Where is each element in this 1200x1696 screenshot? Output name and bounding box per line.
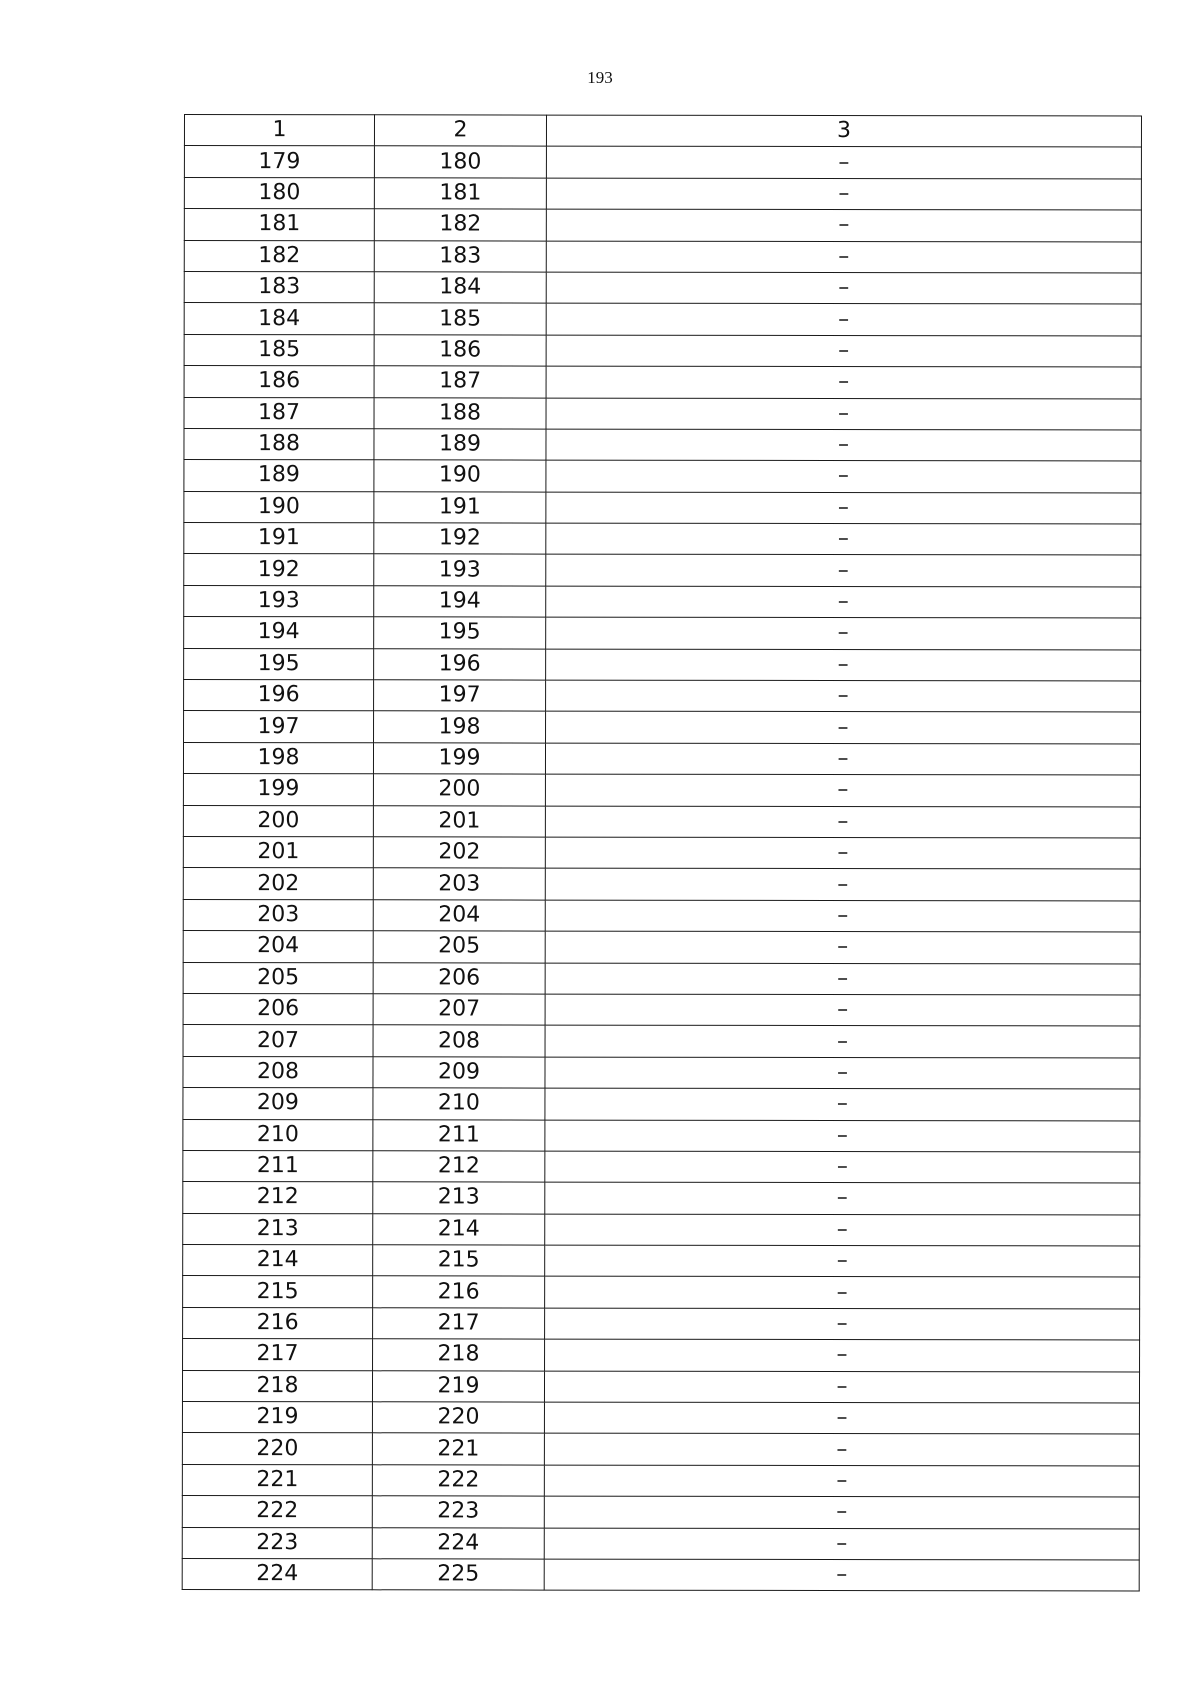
- table-cell-col3: –: [546, 649, 1141, 681]
- table-cell-col2: 188: [374, 397, 546, 429]
- table-cell-col1: 218: [182, 1370, 372, 1402]
- table-cell-col3: –: [545, 1245, 1140, 1277]
- table-cell-col2: 222: [372, 1465, 544, 1497]
- table-cell-col2: 186: [374, 335, 546, 367]
- table-cell-col3: –: [546, 523, 1141, 555]
- table-body: [182, 115, 1141, 1592]
- table-cell-col1: 194: [184, 617, 374, 649]
- table-cell-col2: 196: [374, 648, 546, 680]
- table-cell-col1: 213: [183, 1213, 373, 1245]
- table-row: [182, 1527, 1139, 1560]
- table-cell-col1: 223: [182, 1527, 372, 1559]
- table-row: [184, 617, 1141, 650]
- table-cell-col1: 195: [184, 648, 374, 680]
- table-cell-col1: 214: [183, 1245, 373, 1277]
- table-cell-col2: 224: [372, 1527, 544, 1559]
- table-row: [183, 1025, 1140, 1058]
- table-cell-col2: 204: [373, 900, 545, 932]
- table-cell-col3: –: [546, 492, 1141, 524]
- table-cell-col1: 204: [183, 931, 373, 963]
- table-row: [183, 1182, 1140, 1215]
- table-cell-col3: –: [545, 806, 1140, 838]
- table-cell-col3: –: [545, 1214, 1140, 1246]
- table-row: [184, 146, 1141, 179]
- table-cell-col2: 214: [373, 1213, 545, 1245]
- table-row: [184, 491, 1141, 524]
- table-row: [184, 303, 1141, 336]
- table-row: [183, 1276, 1140, 1309]
- table-cell-col3: –: [545, 900, 1140, 932]
- table-cell-col1: 222: [182, 1496, 372, 1528]
- table-row: [182, 1402, 1139, 1435]
- table-cell-col2: 211: [373, 1119, 545, 1151]
- table-cell-col2: 180: [374, 146, 546, 178]
- table-cell-col3: –: [544, 1559, 1139, 1591]
- table-cell-col3: –: [545, 994, 1140, 1026]
- table-row: [183, 1339, 1140, 1372]
- table-cell-col3: –: [546, 460, 1141, 492]
- table-cell-col1: 207: [183, 1025, 373, 1057]
- table-row: [182, 1433, 1139, 1466]
- table-cell-col2: 212: [373, 1151, 545, 1183]
- table-row: [184, 177, 1141, 210]
- table-row: [184, 366, 1141, 399]
- table-cell-col2: 187: [374, 366, 546, 398]
- table-cell-col1: 189: [184, 460, 374, 492]
- table-row: [183, 1150, 1140, 1183]
- table-cell-col1: 200: [183, 805, 373, 837]
- table-cell-col1: 185: [184, 334, 374, 366]
- table-cell-col1: 210: [183, 1119, 373, 1151]
- table-cell-col3: –: [546, 555, 1141, 587]
- table-row: [184, 428, 1141, 461]
- table-cell-col1: 212: [183, 1182, 373, 1214]
- table-cell-col2: 195: [374, 617, 546, 649]
- table-cell-col1: 206: [183, 993, 373, 1025]
- column-header-1: 1: [184, 115, 374, 147]
- table-cell-col1: 216: [183, 1307, 373, 1339]
- table-row: [183, 1119, 1140, 1152]
- table-cell-col2: 220: [372, 1402, 544, 1434]
- table-row: [184, 680, 1141, 713]
- table-cell-col1: 184: [184, 303, 374, 335]
- table-cell-col2: 200: [373, 774, 545, 806]
- table-cell-col1: 186: [184, 366, 374, 398]
- table-cell-col3: –: [545, 1088, 1140, 1120]
- table-cell-col3: –: [546, 586, 1141, 618]
- table-cell-col1: 197: [184, 711, 374, 743]
- table-cell-col3: –: [544, 1465, 1139, 1497]
- table-row: [183, 805, 1140, 838]
- table-cell-col1: 220: [182, 1433, 372, 1465]
- table-cell-col3: –: [545, 1182, 1140, 1214]
- table-cell-col3: –: [544, 1371, 1139, 1403]
- table-cell-col2: 192: [374, 523, 546, 555]
- table-cell-col1: 221: [182, 1464, 372, 1496]
- table-cell-col3: –: [546, 711, 1141, 743]
- table-row: [184, 554, 1141, 587]
- table-cell-col2: 209: [373, 1057, 545, 1089]
- table-cell-col3: –: [545, 963, 1140, 995]
- table-cell-col3: –: [545, 1120, 1140, 1152]
- table-cell-col3: –: [546, 272, 1141, 304]
- table-cell-col3: –: [545, 837, 1140, 869]
- table-cell-col2: 198: [374, 711, 546, 743]
- table-cell-col2: 197: [374, 680, 546, 712]
- table-row: [184, 523, 1141, 556]
- table-row: [184, 585, 1141, 618]
- table-row: [184, 711, 1141, 744]
- table-cell-col1: 224: [182, 1558, 372, 1590]
- table-cell-col2: 183: [374, 240, 546, 272]
- table-row: [183, 931, 1140, 964]
- table-cell-col2: 207: [373, 994, 545, 1026]
- table-row: [182, 1558, 1139, 1591]
- table-cell-col2: 219: [372, 1370, 544, 1402]
- table-cell-col1: 180: [184, 177, 374, 209]
- table-row: [182, 1496, 1139, 1529]
- table-cell-col3: –: [545, 1308, 1140, 1340]
- table-cell-col3: –: [546, 303, 1141, 335]
- table-cell-col1: 203: [183, 899, 373, 931]
- table-cell-col3: –: [545, 1025, 1140, 1057]
- table-cell-col2: 189: [374, 429, 546, 461]
- table-cell-col2: 208: [373, 1025, 545, 1057]
- table-cell-col2: 199: [373, 743, 545, 775]
- table-cell-col3: –: [546, 209, 1141, 241]
- table-cell-col3: –: [546, 335, 1141, 367]
- table-cell-col3: –: [545, 931, 1140, 963]
- table-row: [184, 209, 1141, 242]
- table-cell-col3: –: [546, 178, 1141, 210]
- table-cell-col3: –: [546, 398, 1141, 430]
- table-cell-col2: 205: [373, 931, 545, 963]
- table-cell-col3: –: [545, 1339, 1140, 1371]
- table-row: [184, 460, 1141, 493]
- table-cell-col2: 191: [374, 491, 546, 523]
- table-cell-col1: 211: [183, 1150, 373, 1182]
- table-row: [183, 1056, 1140, 1089]
- table-cell-col1: 196: [184, 680, 374, 712]
- table-row: [183, 899, 1140, 932]
- table-cell-col1: 209: [183, 1088, 373, 1120]
- table-row: [183, 742, 1140, 775]
- table-cell-col2: 210: [373, 1088, 545, 1120]
- page-number: 193: [587, 68, 613, 87]
- table-row: [184, 334, 1141, 367]
- table-cell-col2: 184: [374, 272, 546, 304]
- table-cell-col1: 179: [184, 146, 374, 178]
- table-cell-col3: –: [546, 146, 1141, 178]
- table-cell-col1: 198: [183, 742, 373, 774]
- table-cell-col2: 206: [373, 962, 545, 994]
- table-row: [183, 1245, 1140, 1278]
- table-cell-col2: 215: [373, 1245, 545, 1277]
- table-row: [182, 1370, 1139, 1403]
- table-cell-col3: –: [545, 868, 1140, 900]
- column-header-2: 2: [374, 115, 546, 147]
- table-cell-col2: 213: [373, 1182, 545, 1214]
- table-row: [183, 993, 1140, 1026]
- table-cell-col1: 191: [184, 523, 374, 555]
- table-cell-col2: 223: [372, 1496, 544, 1528]
- table-cell-col2: 182: [374, 209, 546, 241]
- table-cell-col2: 181: [374, 178, 546, 210]
- table-row: [184, 648, 1141, 681]
- table-cell-col1: 190: [184, 491, 374, 523]
- table-cell-col3: –: [546, 680, 1141, 712]
- table-row: [183, 1088, 1140, 1121]
- table-cell-col1: 219: [182, 1402, 372, 1434]
- column-header-3: 3: [546, 115, 1141, 147]
- table-cell-col1: 217: [183, 1339, 373, 1371]
- table-cell-col2: 218: [373, 1339, 545, 1371]
- table-cell-col1: 183: [184, 271, 374, 303]
- table-row: [183, 1307, 1140, 1340]
- table-cell-col1: 193: [184, 585, 374, 617]
- table-cell-col3: –: [545, 743, 1140, 775]
- table-row: [183, 836, 1140, 869]
- table-cell-col3: –: [546, 429, 1141, 461]
- table-cell-col3: –: [546, 366, 1141, 398]
- table-cell-col3: –: [544, 1496, 1139, 1528]
- table-cell-col1: 188: [184, 428, 374, 460]
- table-cell-col2: 202: [373, 837, 545, 869]
- table-cell-col1: 199: [183, 774, 373, 806]
- table-cell-col1: 205: [183, 962, 373, 994]
- table-cell-col3: –: [546, 617, 1141, 649]
- table-row: [184, 271, 1141, 304]
- table-cell-col2: 203: [373, 868, 545, 900]
- table-cell-col3: –: [544, 1402, 1139, 1434]
- table-cell-col3: –: [546, 241, 1141, 273]
- table-cell-col2: 190: [374, 460, 546, 492]
- table-cell-col2: 217: [373, 1308, 545, 1340]
- table-cell-col3: –: [544, 1433, 1139, 1465]
- table-cell-col2: 225: [372, 1559, 544, 1591]
- table-row: [183, 774, 1140, 807]
- table-cell-col1: 187: [184, 397, 374, 429]
- table-cell-col1: 202: [183, 868, 373, 900]
- table-cell-col3: –: [545, 1151, 1140, 1183]
- table-cell-col3: –: [545, 1057, 1140, 1089]
- table-cell-col1: 181: [184, 209, 374, 241]
- table-cell-col3: –: [544, 1528, 1139, 1560]
- table-cell-col1: 208: [183, 1056, 373, 1088]
- table-row: [183, 868, 1140, 901]
- table-row: [182, 1464, 1139, 1497]
- table-cell-col2: 216: [373, 1276, 545, 1308]
- table-cell-col1: 215: [183, 1276, 373, 1308]
- table-cell-col1: 192: [184, 554, 374, 586]
- table-row: [184, 397, 1141, 430]
- table-row: [183, 1213, 1140, 1246]
- table-cell-col2: 221: [372, 1433, 544, 1465]
- table-cell-col3: –: [545, 774, 1140, 806]
- table-cell-col2: 194: [374, 586, 546, 618]
- table-row: [183, 962, 1140, 995]
- table-header-row: [184, 115, 1141, 148]
- data-table: [182, 114, 1142, 1592]
- table-cell-col2: 185: [374, 303, 546, 335]
- table-cell-col2: 193: [374, 554, 546, 586]
- table-row: [184, 240, 1141, 273]
- table-cell-col1: 182: [184, 240, 374, 272]
- table-cell-col1: 201: [183, 836, 373, 868]
- table-cell-col2: 201: [373, 805, 545, 837]
- table-cell-col3: –: [545, 1277, 1140, 1309]
